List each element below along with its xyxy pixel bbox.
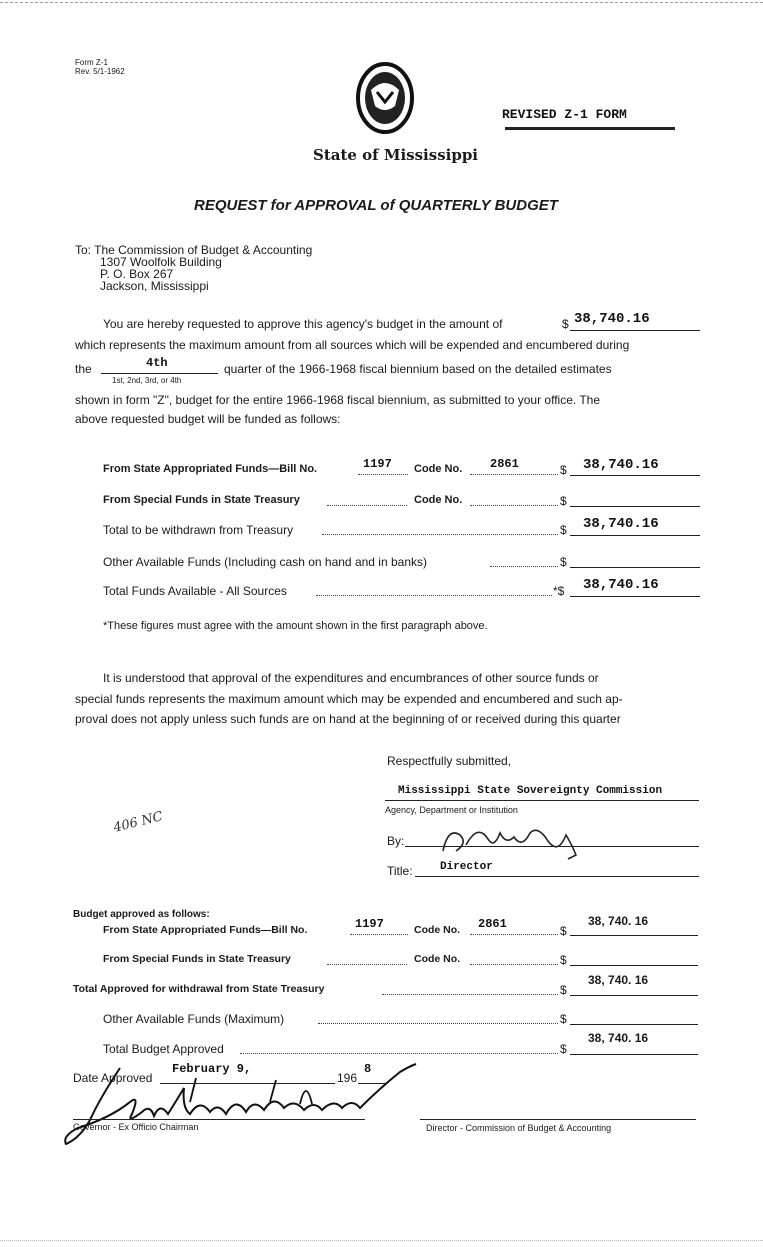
address-line1: To: The Commission of Budget & Accounting <box>75 243 313 257</box>
para1-dollar: $ <box>562 317 569 331</box>
approval-row3-dollar: $ <box>560 983 567 997</box>
approval-row1-bill: 1197 <box>355 917 384 931</box>
fund-row3-amount: 38,740.16 <box>583 516 659 532</box>
fund-row5-dots <box>316 595 552 596</box>
agency-name: Mississippi State Sovereignty Commission <box>398 785 663 797</box>
approval-row5-amount: 38, 740. 16 <box>588 1031 649 1045</box>
title-label: Title: <box>387 864 413 878</box>
approval-row3-label: Total Approved for withdrawal from State Treasury <box>73 983 325 995</box>
para1-line3: quarter of the 1966-1968 fiscal biennium based on the detailed estimates <box>224 362 612 376</box>
approval-row4-amount-line <box>570 1024 698 1025</box>
fund-row3-dots <box>322 534 558 535</box>
fund-row5-amount-line <box>570 596 700 597</box>
fund-row1-code: 2861 <box>490 457 519 471</box>
top-border <box>0 2 763 3</box>
approval-row1-code: 2861 <box>478 917 507 931</box>
para1-line1: You are hereby requested to approve this agency's budget in the amount of <box>103 317 503 331</box>
director-line <box>420 1119 696 1120</box>
para1-the: the <box>75 362 92 376</box>
approval-row5-amount-line <box>570 1054 698 1055</box>
para1-line4: shown in form "Z", budget for the entire 1966-1968 fiscal biennium, as submitted to your office. The <box>75 393 601 407</box>
approval-row5-dots <box>240 1053 558 1054</box>
fund-row2-label-line <box>327 505 407 506</box>
para1-amount: 38,740.16 <box>574 311 650 327</box>
date-year-suffix: 8 <box>364 1062 372 1076</box>
revised-underline <box>505 127 675 130</box>
approval-row1-amount-line <box>570 935 698 936</box>
agency-line <box>385 800 699 801</box>
fund-row2-dollar: $ <box>560 494 567 508</box>
fund-row4-amount-line <box>570 567 700 568</box>
para1-line5: above requested budget will be funded as follows: <box>75 412 341 426</box>
approval-row3-amount: 38, 740. 16 <box>588 973 649 987</box>
para2-line2: special funds represents the maximum amount which may be expended and encumbered and such ap- <box>75 692 623 706</box>
fund-row3-label: Total to be withdrawn from Treasury <box>103 523 294 537</box>
approval-row2-code-line <box>470 964 558 965</box>
fund-row3-dollar: $ <box>560 523 567 537</box>
fund-row4-dots <box>490 566 558 567</box>
approval-row2-label-line <box>327 964 407 965</box>
para2-line3: proval does not apply unless such funds are on hand at the beginning of or received during this quarter <box>75 712 621 726</box>
fund-row2-amount-line <box>570 506 700 507</box>
approval-row5-label: Total Budget Approved <box>103 1042 224 1056</box>
date-approved-label: Date Approved <box>73 1071 153 1085</box>
fund-row2-code-label: Code No. <box>414 494 463 506</box>
para1-line2: which represents the maximum amount from all sources which will be expended and encumbered during <box>75 338 630 352</box>
by-label: By: <box>387 834 405 848</box>
approval-row3-amount-line <box>570 995 698 996</box>
date-year-prefix: 196 <box>337 1071 358 1085</box>
governor-caption: Governor - Ex Officio Chairman <box>73 1122 199 1132</box>
respectfully-submitted: Respectfully submitted, <box>387 754 512 768</box>
date-approved-value: February 9, <box>172 1062 252 1076</box>
quarter-value: 4th <box>146 356 168 370</box>
approval-row2-dollar: $ <box>560 953 567 967</box>
approval-row1-dollar: $ <box>560 924 567 938</box>
approval-row4-dots <box>318 1023 558 1024</box>
approval-row3-dots <box>382 994 558 995</box>
fund-row1-code-line <box>470 474 558 475</box>
fund-row1-bill: 1197 <box>363 457 392 471</box>
approval-row1-label: From State Appropriated Funds—Bill No. <box>103 924 308 936</box>
revised-label: REVISED Z-1 FORM <box>502 107 627 122</box>
fund-row5-amount: 38,740.16 <box>583 577 659 593</box>
address-line4: Jackson, Mississippi <box>100 279 209 293</box>
approval-heading: Budget approved as follows: <box>73 909 210 920</box>
margin-note: 406 NC <box>111 809 165 836</box>
approval-row5-dollar: $ <box>560 1042 567 1056</box>
address-line2: 1307 Woolfolk Building <box>100 255 222 269</box>
fund-row5-label: Total Funds Available - All Sources <box>103 584 287 598</box>
title-value: Director <box>440 861 493 873</box>
fund-row4-dollar: $ <box>560 555 567 569</box>
state-seal-icon <box>355 62 415 136</box>
fund-row2-code-line <box>470 505 558 506</box>
para1-amount-line <box>570 330 700 331</box>
address-block <box>75 244 312 292</box>
quarter-line <box>101 373 218 374</box>
address-line3: P. O. Box 267 <box>100 267 174 281</box>
state-name: State of Mississippi <box>313 146 479 164</box>
para2-line1: It is understood that approval of the expenditures and encumbrances of other source funds or <box>103 671 599 685</box>
approval-row1-code-line <box>470 934 558 935</box>
footnote: *These figures must agree with the amount shown in the first paragraph above. <box>103 620 488 632</box>
fund-row1-code-label: Code No. <box>414 463 463 475</box>
form-id-line2: Rev. 5/1-1962 <box>75 67 125 76</box>
approval-row4-dollar: $ <box>560 1012 567 1026</box>
bottom-border <box>0 1240 763 1241</box>
fund-row4-label: Other Available Funds (Including cash on hand and in banks) <box>103 555 427 569</box>
fund-row1-amount-line <box>570 475 700 476</box>
approval-row2-code-label: Code No. <box>414 953 461 965</box>
form-id-line1: Form Z-1 <box>75 58 108 67</box>
fund-row1-dollar: $ <box>560 463 567 477</box>
form-id <box>75 58 125 76</box>
fund-row5-dollar: *$ <box>553 584 565 598</box>
fund-row3-amount-line <box>570 535 700 536</box>
governor-line <box>73 1119 365 1120</box>
director-caption: Director - Commission of Budget & Accounting <box>426 1123 612 1133</box>
quarter-hint: 1st, 2nd, 3rd, or 4th <box>112 376 182 385</box>
form-title: REQUEST for APPROVAL of QUARTERLY BUDGET <box>194 197 558 214</box>
approval-row2-amount-line <box>570 965 698 966</box>
fund-row1-amount: 38,740.16 <box>583 457 659 473</box>
approval-row1-amount: 38, 740. 16 <box>588 914 649 928</box>
fund-row1-bill-line <box>358 474 408 475</box>
approval-row4-label: Other Available Funds (Maximum) <box>103 1012 285 1026</box>
agency-caption: Agency, Department or Institution <box>385 805 518 815</box>
approval-row2-label: From Special Funds in State Treasury <box>103 953 291 965</box>
fund-row2-label: From Special Funds in State Treasury <box>103 494 300 506</box>
title-line <box>415 876 699 877</box>
approval-row1-bill-line <box>350 934 408 935</box>
governor-signature <box>60 1058 420 1158</box>
fund-row1-label: From State Appropriated Funds—Bill No. <box>103 463 318 475</box>
approval-row1-code-label: Code No. <box>414 924 461 936</box>
